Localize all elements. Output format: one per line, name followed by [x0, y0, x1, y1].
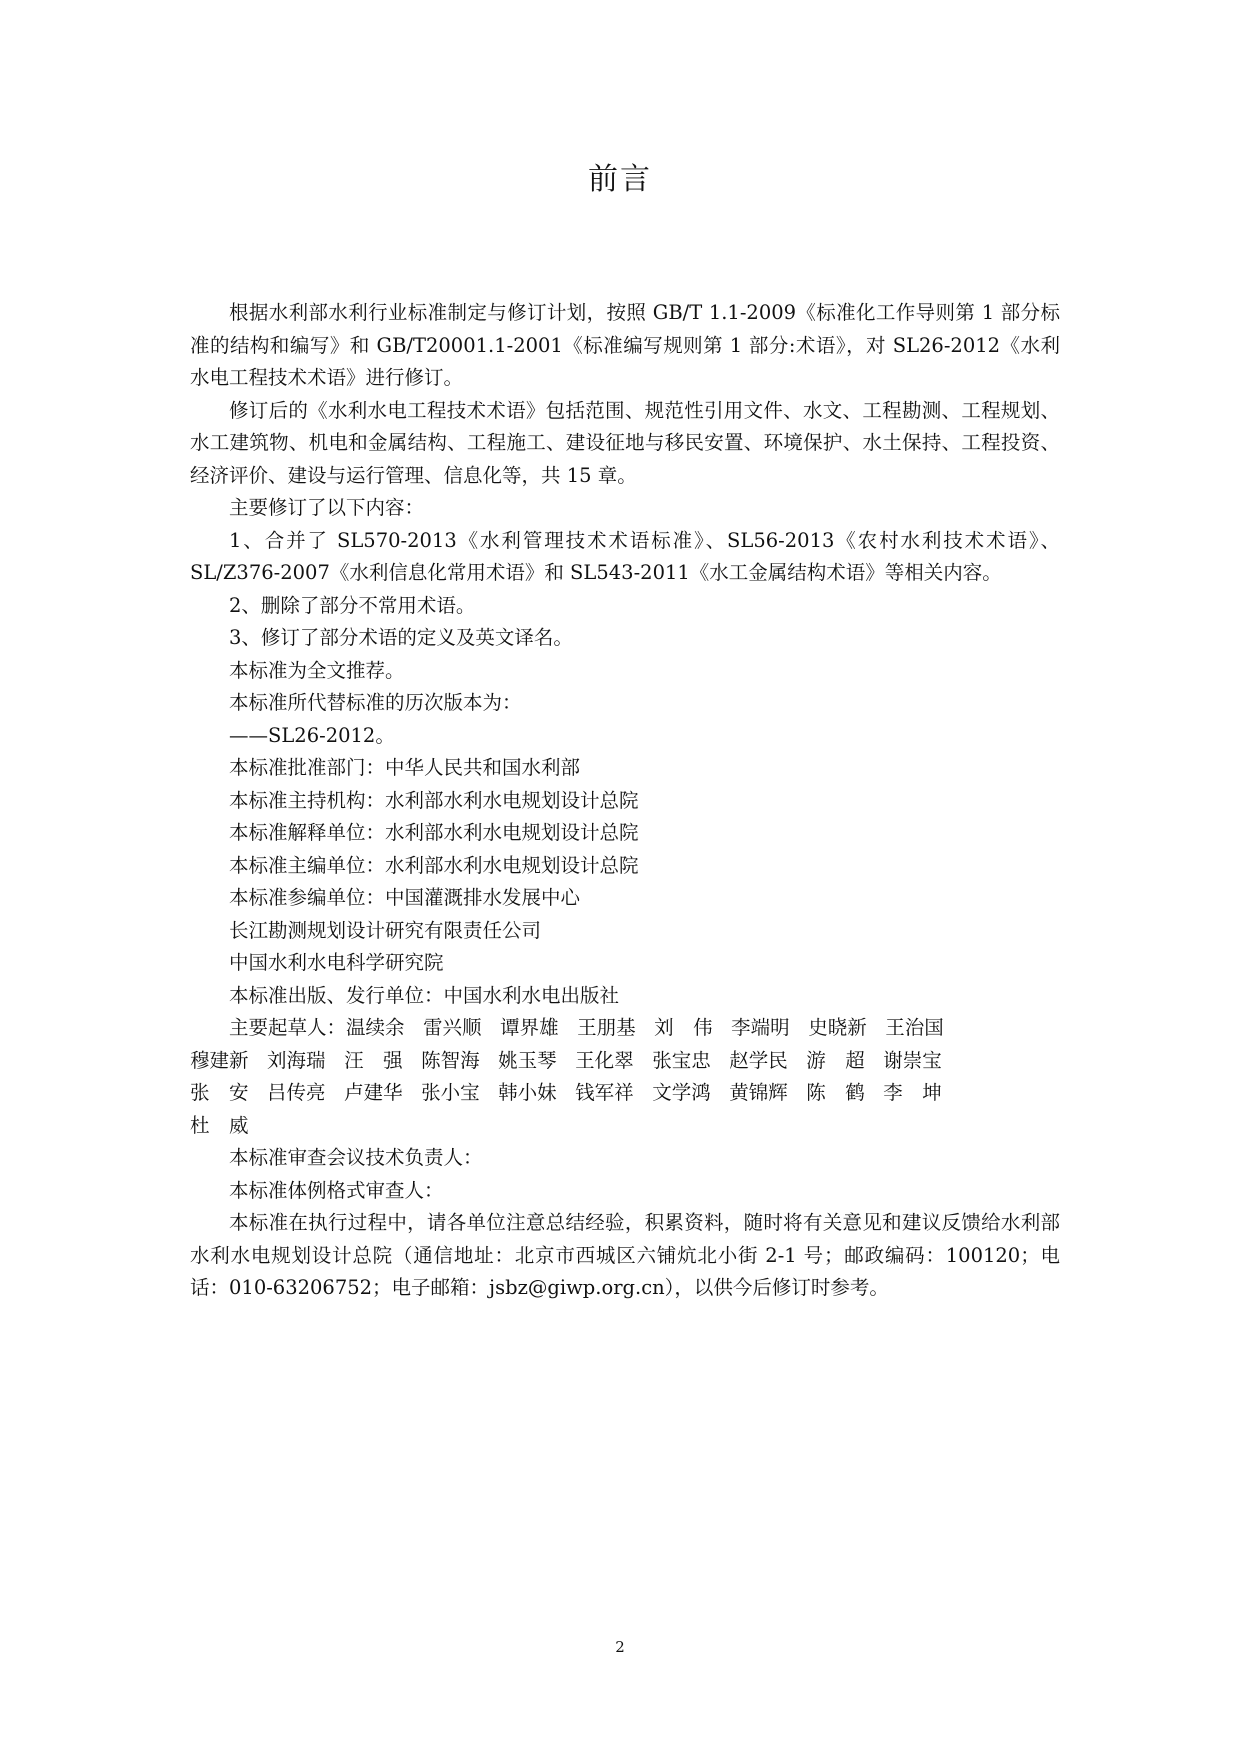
drafter-name: 陈智海	[421, 1048, 480, 1072]
drafters-row	[190, 1045, 1060, 1078]
drafter-name: 刘海瑞	[267, 1048, 326, 1072]
paragraph-participating-unit: 本标准参编单位：中国灌溉排水发展中心	[229, 886, 581, 909]
document-body	[190, 297, 1060, 1305]
page-number: 2	[615, 1638, 625, 1656]
paragraph-publisher: 本标准出版、发行单位：中国水利水电出版社	[229, 983, 620, 1007]
drafter-name: 穆建新	[190, 1048, 249, 1072]
paragraph-interpretation-unit: 本标准解释单位：水利部水利水电规划设计总院	[229, 821, 639, 844]
paragraph-feedback-contact: 本标准在执行过程中，请各单位注意总结经验，积累资料，随时将有关意见和建议反馈给水利部水利水电规划设计总院（通信地址：北京市西城区六铺炕北小街 2-1 号；邮政编码：100120；电话：010-63206752；电子邮箱：jsbz@giwp.org.cn），以供今后修订时参考。	[190, 1211, 1060, 1299]
drafter-name: 李 坤	[883, 1081, 942, 1104]
drafter-name: 谢崇宝	[883, 1048, 942, 1072]
drafters-list	[190, 1012, 1060, 1142]
drafter-name: 温续余	[346, 1016, 405, 1039]
page-title: 前言	[588, 162, 652, 197]
paragraph-participating-unit-2: 长江勘测规划设计研究有限责任公司	[229, 918, 542, 942]
drafter-name: 雷兴顺	[423, 1016, 482, 1039]
drafter-name: 史晓新	[808, 1016, 867, 1039]
paragraph-revision-item-2: 2、删除了部分不常用术语。	[229, 593, 476, 617]
drafter-name: 黄锦辉	[729, 1081, 788, 1104]
paragraph-scope-chapters: 修订后的《水利水电工程技术术语》包括范围、规范性引用文件、水文、工程勘测、工程规划、水工建筑物、机电和金属结构、工程施工、建设征地与移民安置、环境保护、水土保持、工程投资、经济评价、建设与运行管理、信息化等，共 15 章。	[190, 398, 1060, 487]
drafter-name: 李端明	[731, 1016, 790, 1039]
drafter-name: 文学鸿	[652, 1081, 711, 1104]
drafter-name: 谭界雄	[500, 1016, 559, 1039]
paragraph-chief-editor-unit: 本标准主编单位：水利部水利水电规划设计总院	[229, 853, 639, 877]
paragraph-revision-item-1: 1、合并了 SL570-2013《水利管理技术术语标准》、SL56-2013《农村水利技术术语》、SL/Z376-2007《水利信息化常用术语》和 SL543-2011《水工金属结构术语》等相关内容。	[190, 528, 1060, 584]
paragraph-host-institution: 本标准主持机构：水利部水利水电规划设计总院	[229, 788, 639, 812]
drafter-name: 赵学民	[729, 1048, 788, 1072]
drafter-name: 王朋基	[577, 1016, 636, 1039]
drafter-name: 张宝忠	[652, 1048, 711, 1072]
drafter-name: 刘 伟	[654, 1016, 713, 1039]
paragraph-previous-version-item: ——SL26-2012。	[229, 723, 395, 747]
paragraph-previous-versions: 本标准所代替标准的历次版本为：	[229, 691, 522, 714]
drafter-name: 王治国	[885, 1016, 944, 1039]
drafter-name: 杜 威	[190, 1113, 249, 1137]
drafter-name: 卢建华	[344, 1081, 403, 1104]
drafter-name: 韩小妹	[498, 1081, 557, 1104]
drafter-name: 汪 强	[344, 1048, 403, 1072]
paragraph-recommendation: 本标准为全文推荐。	[229, 658, 405, 682]
drafter-name: 钱军祥	[575, 1081, 634, 1104]
drafter-name: 张 安	[190, 1081, 249, 1104]
drafter-name: 吕传亮	[267, 1081, 326, 1104]
drafter-name: 姚玉琴	[498, 1048, 557, 1072]
drafter-name: 王化翠	[575, 1048, 634, 1072]
paragraph-approval-department: 本标准批准部门：中华人民共和国水利部	[229, 756, 581, 779]
paragraph-revision-item-3: 3、修订了部分术语的定义及英文译名。	[229, 626, 573, 649]
paragraph-participating-unit-3: 中国水利水电科学研究院	[229, 951, 444, 974]
drafters-row	[190, 1012, 1060, 1045]
paragraph-main-revisions: 主要修订了以下内容：	[229, 496, 425, 519]
paragraph-format-reviewer: 本标准体例格式审查人：	[229, 1178, 444, 1202]
drafter-name: 陈 鹤	[806, 1081, 865, 1104]
drafters-row	[190, 1110, 1060, 1143]
drafter-name: 张小宝	[421, 1081, 480, 1104]
paragraph-revision-basis: 根据水利部水利行业标准制定与修订计划，按照 GB/T 1.1-2009《标准化工作导则第 1 部分标准的结构和编写》和 GB/T20001.1-2001《标准编写规则第 1 部分:术语》，对 SL26-2012《水利水电工程技术术语》进行修订。	[190, 301, 1060, 389]
drafter-name: 游 超	[806, 1048, 865, 1072]
drafters-row	[190, 1077, 1060, 1110]
paragraph-review-meeting-lead: 本标准审查会议技术负责人：	[229, 1146, 483, 1169]
drafters-label: 主要起草人：	[229, 1016, 347, 1039]
